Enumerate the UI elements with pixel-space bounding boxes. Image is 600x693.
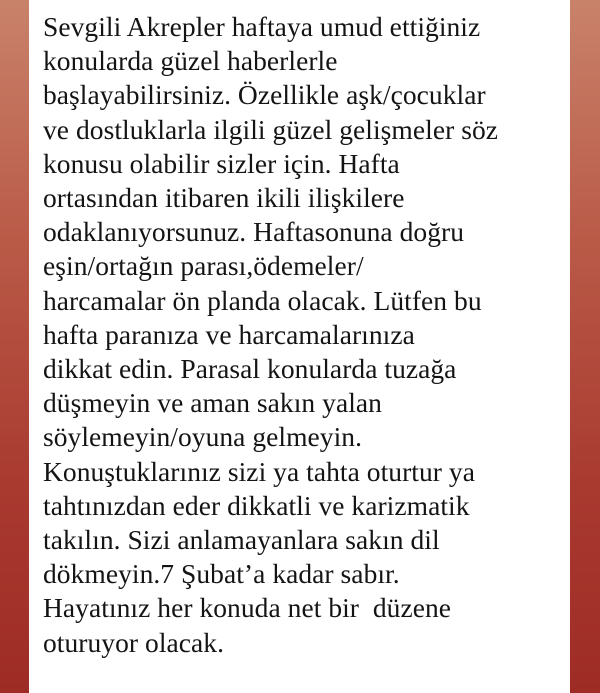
text-line-15: tahtınızdan eder dikkatli ve karizmatik <box>43 489 470 521</box>
text-line-9: harcamalar ön planda olacak. Lütfen bu <box>43 284 482 316</box>
text-line-16: takılın. Sizi anlamayanlara sakın dil <box>43 524 440 556</box>
text-line-7: odaklanıyorsunuz. Haftasonuna doğru <box>43 216 465 248</box>
text-line-19: oturuyor olacak. <box>43 626 225 658</box>
story-text-card <box>29 0 570 693</box>
text-line-13: söylemeyin/oyuna gelmeyin. <box>43 421 363 453</box>
text-line-8: eşin/ortağın parası,ödemeler/ <box>43 250 364 282</box>
text-line-14: Konuştuklarınız sizi ya tahta oturtur ya <box>43 455 475 487</box>
text-line-10: hafta paranıza ve harcamalarınıza <box>43 318 415 350</box>
text-line-11: dikkat edin. Parasal konularda tuzağa <box>43 353 457 385</box>
text-line-1: Sevgili Akrepler haftaya umud ettiğiniz <box>43 11 481 42</box>
text-line-12: düşmeyin ve aman sakın yalan <box>43 387 382 419</box>
text-line-17: dökmeyin.7 Şubat’a kadar sabır. <box>43 558 400 590</box>
text-line-6: ortasından itibaren ikili ilişkilere <box>43 182 405 214</box>
text-line-3: başlayabilirsiniz. Özellikle aşk/çocuklar <box>43 79 486 111</box>
text-line-4: ve dostluklarla ilgili güzel gelişmeler söz <box>43 113 499 145</box>
text-line-2: konularda güzel haberlerle <box>43 45 338 77</box>
text-line-5: konusu olabilir sizler için. Hafta <box>43 147 400 179</box>
text-line-18: Hayatınız her konuda net bir düzene <box>43 592 452 624</box>
